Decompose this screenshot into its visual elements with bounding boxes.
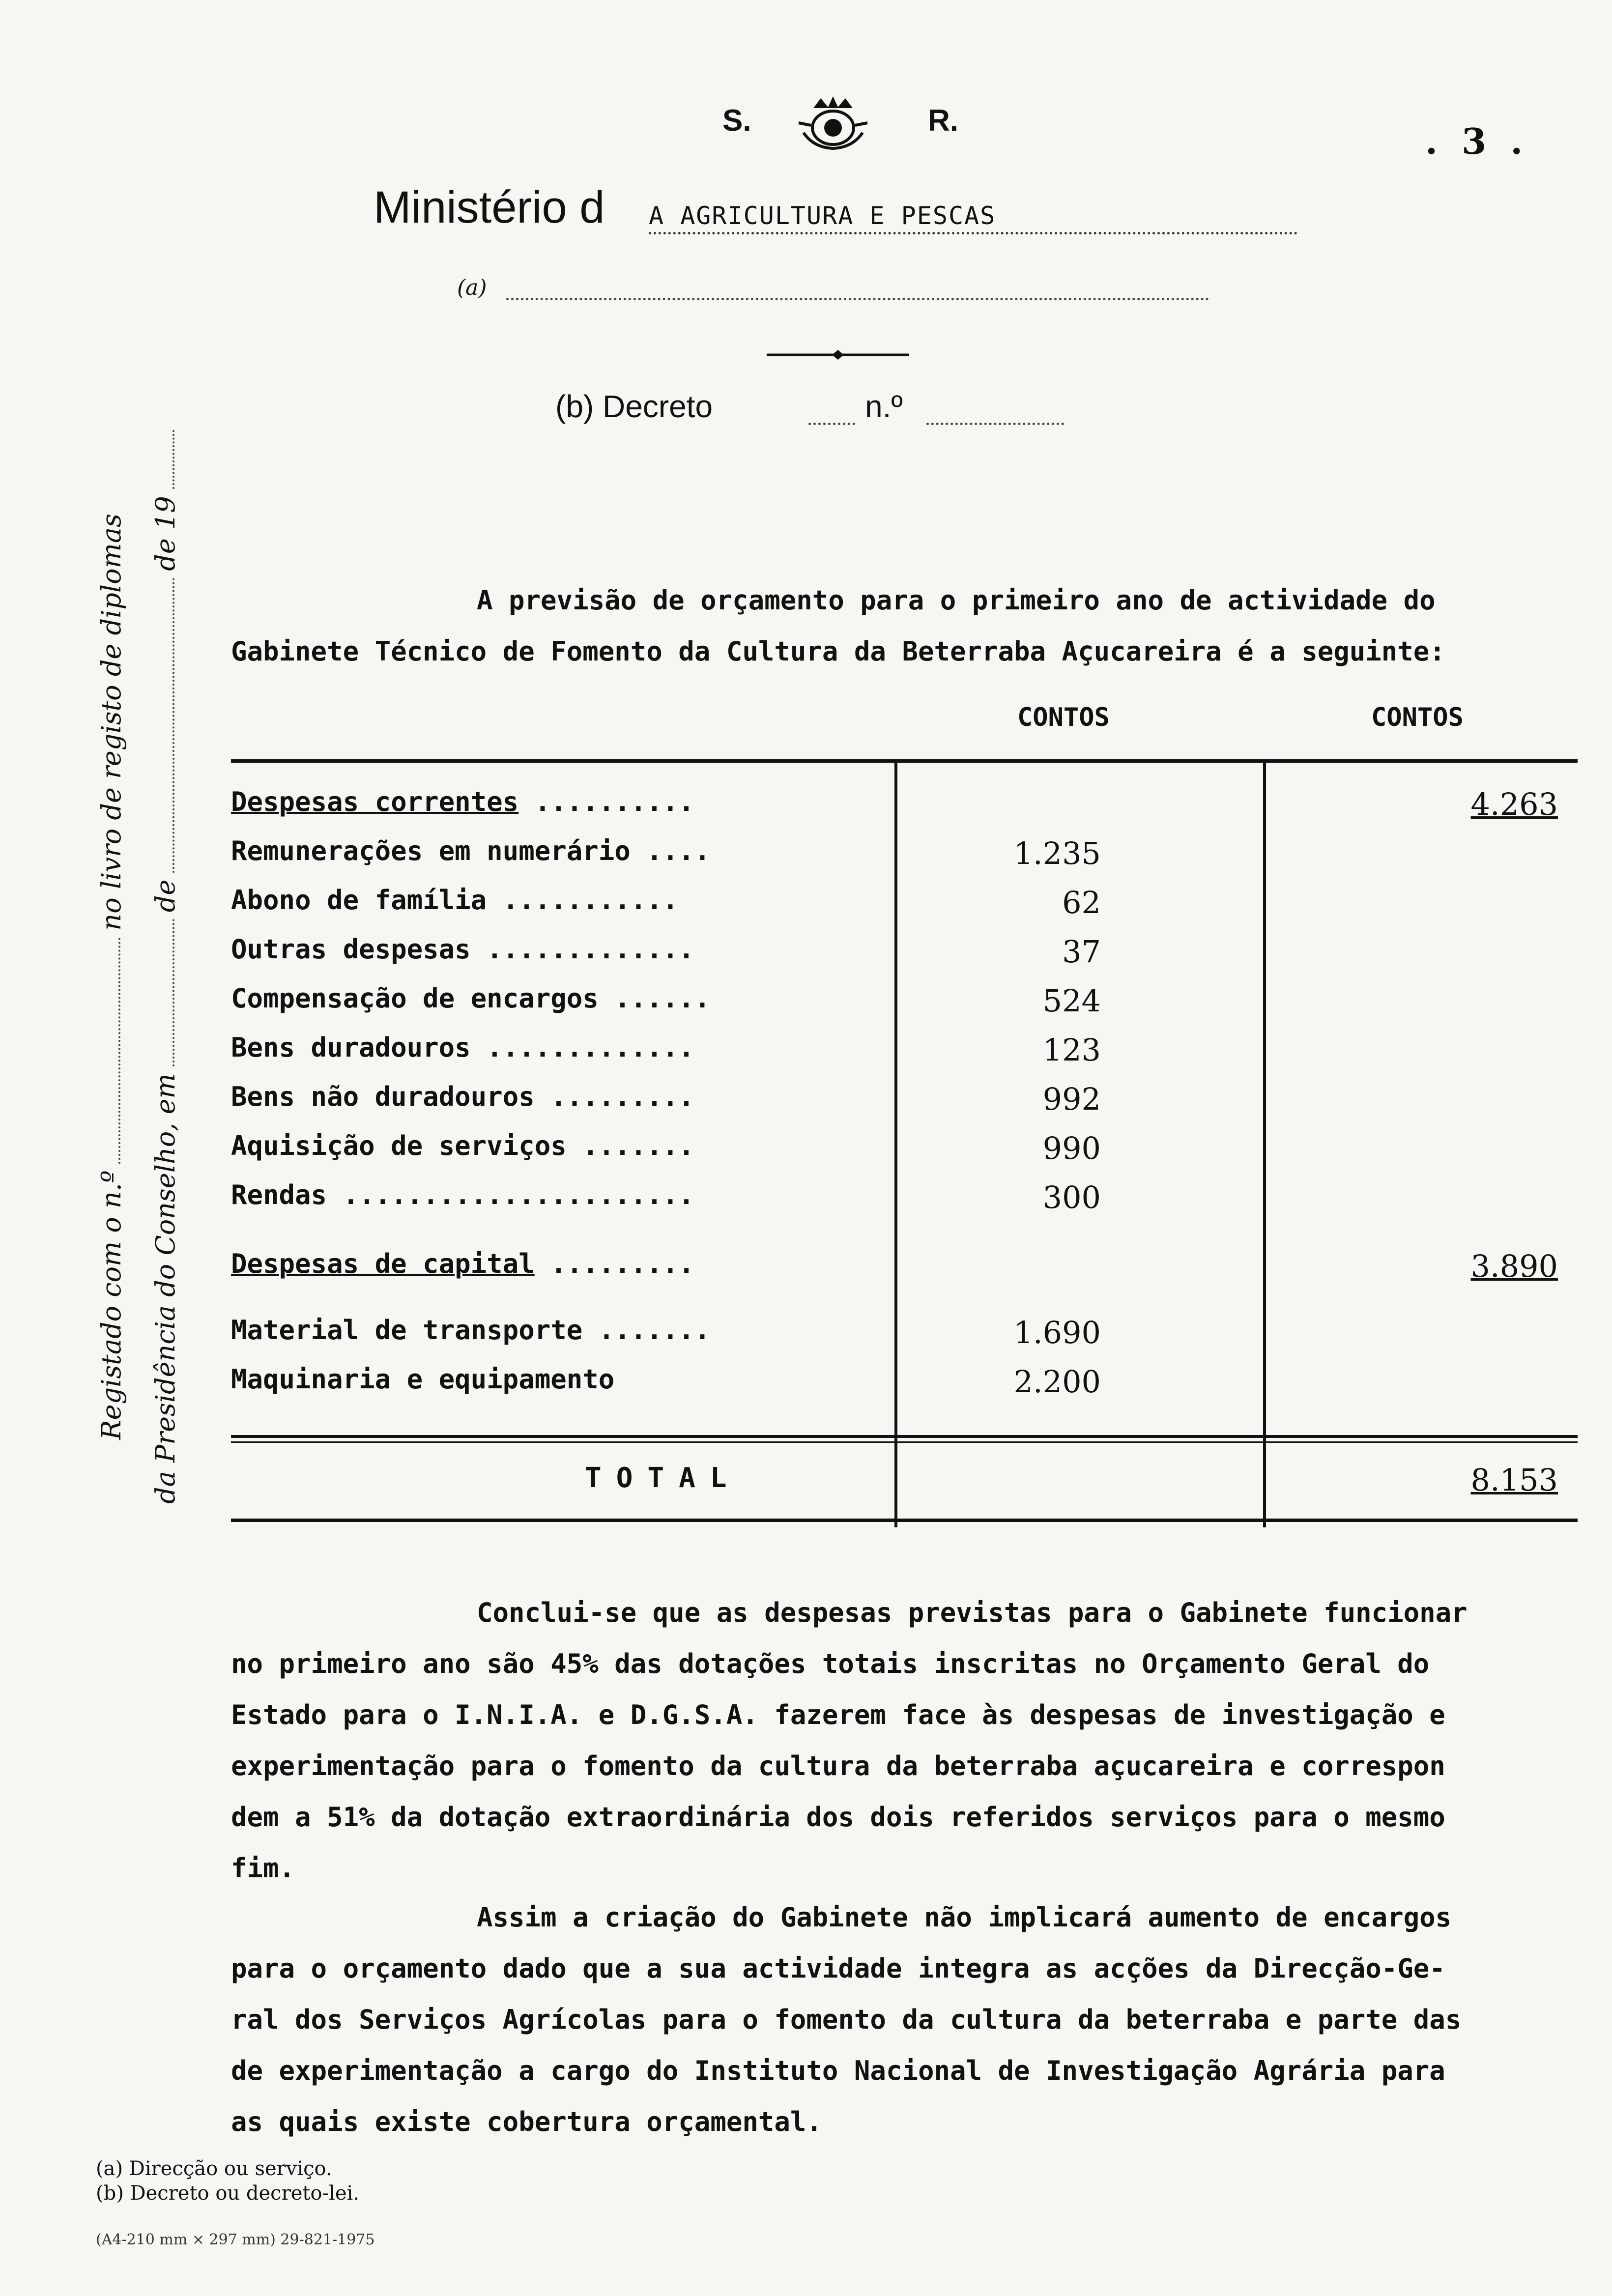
table-row [231,983,1578,1032]
ministerio-title: Ministério d [374,182,605,232]
table-total-rule-top-2 [231,1441,1578,1443]
table-row-total [231,1462,1578,1511]
assim-line: ral dos Serviços Agrícolas para o fomento da cultura da beterraba e parte das [231,2004,1462,2035]
row-value: 992 [1042,1081,1101,1117]
row-label: Remunerações em numerário .... [231,835,711,866]
col-header-contos-2: CONTOS [1371,703,1464,732]
conclusion-line: Conclui-se que as despesas previstas para o Gabinete funcionar [477,1597,1468,1628]
table-row [231,1032,1578,1081]
row-total: 3.890 [1470,1248,1558,1284]
table-row [231,1081,1578,1130]
table-row [231,1364,1578,1413]
row-dots: ......... [534,1248,694,1279]
assim-line: as quais existe cobertura orçamental. [231,2106,822,2137]
row-value: 37 [1062,934,1101,970]
conclusion-line: dem a 51% da dotação extraordinária dos dois referidos serviços para o mesmo [231,1802,1445,1833]
header-s: S. [722,104,751,138]
row-label: Bens não duradouros ......... [231,1081,694,1112]
row-label: Maquinaria e equipamento [231,1364,615,1395]
row-label: Abono de família ........... [231,885,679,916]
row-value: 1.235 [1013,835,1101,871]
footnote-a: (a) Direcção ou serviço. [96,2157,332,2180]
margin-de19-text: de 19 [150,496,181,571]
table-row [231,1130,1578,1179]
table-row [231,1315,1578,1364]
table-row [231,835,1578,885]
row-value: 62 [1062,885,1101,920]
ministerio-name: A AGRICULTURA E PESCAS [649,201,1297,234]
row-label: Outras despesas ............. [231,934,694,965]
conclusion-line: fim. [231,1853,295,1884]
total-value: 8.153 [1470,1462,1558,1498]
intro-line: Gabinete Técnico de Fomento da Cultura da Beterraba Açucareira é a seguinte: [231,636,1445,667]
row-label: Aquisição de serviços ....... [231,1130,694,1161]
row-value: 2.200 [1013,1364,1101,1400]
margin-presidencia-line [150,423,181,1504]
assim-paragraph [231,1892,1578,2148]
table-row [231,885,1578,934]
ornament-divider [767,349,909,361]
row-label: Despesas de capital [231,1248,535,1279]
header-r: R. [928,104,958,138]
assim-line: de experimentação a cargo do Instituto Nacional de Investigação Agrária para [231,2055,1445,2086]
row-total: 4.263 [1470,786,1558,822]
margin-registo-text: Registado com o n.º [96,1170,127,1440]
row-value: 300 [1042,1179,1101,1215]
conclusion-line: Estado para o I.N.I.A. e D.G.S.A. fazerem face às despesas de investigação e [231,1699,1445,1730]
row-value: 524 [1042,983,1101,1019]
row-value: 1.690 [1013,1315,1101,1350]
col-header-contos-1: CONTOS [1017,703,1110,732]
table-row-capital [231,1248,1578,1297]
decreto-number-label: n.º [865,389,903,424]
conclusion-line: experimentação para o fomento da cultura da beterraba açucareira e correspon [231,1751,1445,1781]
table-bottom-rule [231,1519,1578,1522]
margin-registo-line [96,514,127,1440]
assim-line: para o orçamento dado que a sua actividade integra as acções da Direcção-Ge- [231,1953,1445,1984]
footnote-b: (b) Decreto ou decreto-lei. [96,2182,360,2205]
table-total-rule-top [231,1435,1578,1438]
coat-of-arms-icon [794,93,872,152]
row-value: 990 [1042,1130,1101,1166]
intro-line: A previsão de orçamento para o primeiro ano de actividade do [477,585,1436,616]
table-row-correntes [231,786,1578,835]
field-a-line [506,298,1209,300]
state-header [722,93,958,152]
row-dots: .......... [518,786,694,817]
row-value: 123 [1042,1032,1101,1068]
decreto-number-line [926,423,1064,425]
table-row [231,1179,1578,1229]
page-number: . 3 . [1425,120,1529,162]
form-code: (A4-210 mm × 297 mm) 29-821-1975 [96,2231,375,2248]
decreto-label: (b) Decreto [555,389,713,424]
table-row [231,934,1578,983]
margin-de-text: de [150,879,181,913]
assim-line: Assim a criação do Gabinete não implicará aumento de encargos [477,1902,1452,1933]
conclusion-paragraph [231,1587,1568,1894]
row-label: Material de transporte ....... [231,1315,711,1346]
field-a-label: (a) [457,275,487,300]
table-top-rule [231,759,1578,763]
row-label: Despesas correntes [231,786,519,817]
conclusion-line: no primeiro ano são 45% das dotações totais inscritas no Orçamento Geral do [231,1648,1430,1679]
margin-livro-text: no livro de registo de diplomas [96,514,127,931]
budget-table [231,703,1578,1528]
row-label: Compensação de encargos ...... [231,983,711,1014]
row-label: Bens duradouros ............. [231,1032,694,1063]
total-label: TOTAL [585,1462,742,1494]
margin-presidencia-text: da Presidência do Conselho, em [150,1073,181,1504]
intro-paragraph [231,575,1568,677]
row-label: Rendas ...................... [231,1179,694,1210]
decreto-type-line [808,423,855,425]
